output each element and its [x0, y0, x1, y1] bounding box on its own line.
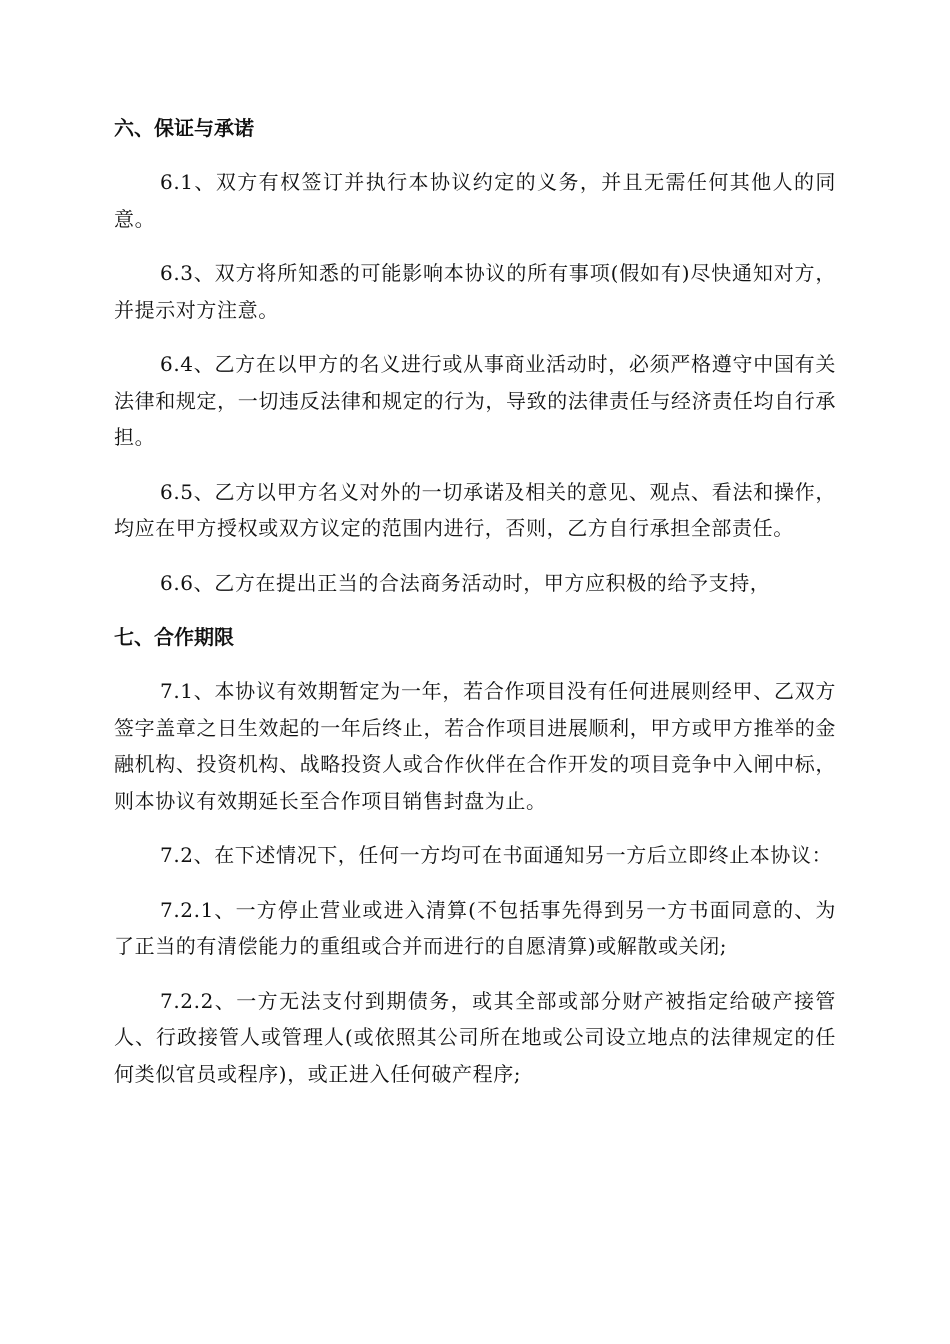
clause-7-1: 7.1、本协议有效期暂定为一年，若合作项目没有任何进展则经甲、乙双方签字盖章之日生效起的一年后终止，若合作项目进展顺利，甲方或甲方推举的金融机构、投资机构、战略投资人或合作伙伴在合作开发的项目竞争中入闸中标，则本协议有效期延长至合作项目销售封盘为止。 [114, 679, 836, 813]
clause-7-2-1: 7.2.1、一方停止营业或进入清算(不包括事先得到另一方书面同意的、为了正当的有清偿能力的重组或合并而进行的自愿清算)或解散或关闭; [114, 897, 836, 958]
clause-6-4: 6.4、乙方在以甲方的名义进行或从事商业活动时，必须严格遵守中国有关法律和规定，一切违反法律和规定的行为，导致的法律责任与经济责任均自行承担。 [114, 352, 836, 449]
clause-6-3: 6.3、双方将所知悉的可能影响本协议的所有事项(假如有)尽快通知对方，并提示对方注意。 [114, 261, 836, 322]
clause-7-2-2: 7.2.2、一方无法支付到期债务，或其全部或部分财产被指定给破产接管人、行政接管人或管理人(或依照其公司所在地或公司设立地点的法律规定的任何类似官员或程序)，或正进入任何破产程序; [114, 988, 836, 1086]
clause-6-6: 6.6、乙方在提出正当的合法商务活动时，甲方应积极的给予支持， [160, 570, 771, 595]
clause-7-2: 7.2、在下述情况下，任何一方均可在书面通知另一方后立即终止本协议： [160, 843, 833, 867]
document-body [114, 110, 836, 1110]
section-heading-term: 七、合作期限 [114, 625, 234, 649]
clause-6-5: 6.5、乙方以甲方名义对外的一切承诺及相关的意见、观点、看法和操作，均应在甲方授权或双方议定的范围内进行，否则，乙方自行承担全部责任。 [114, 479, 836, 540]
section-heading-guarantees: 六、保证与承诺 [114, 116, 254, 140]
clause-6-1: 6.1、双方有权签订并执行本协议约定的义务，并且无需任何其他人的同意。 [114, 170, 836, 231]
